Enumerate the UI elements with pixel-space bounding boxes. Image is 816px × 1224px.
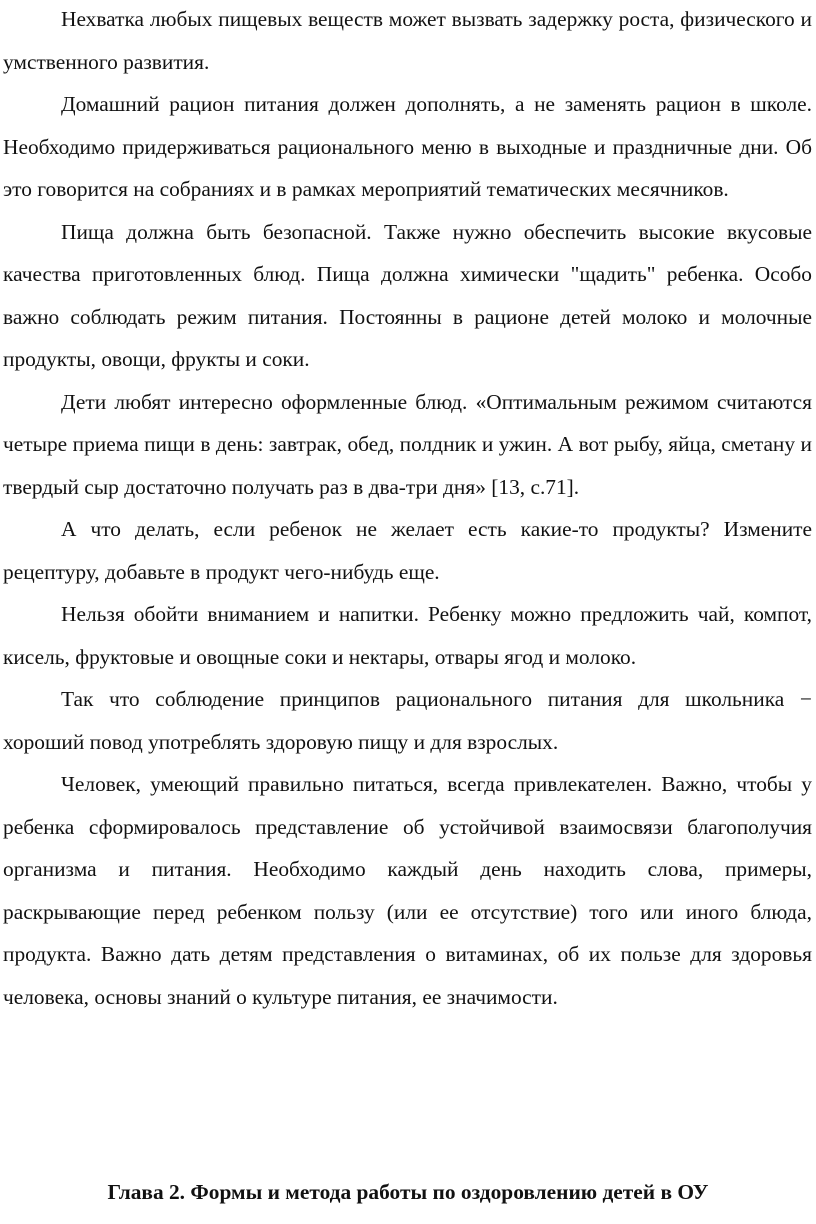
paragraph-principles: Так что соблюдение принципов рационального питания для школьника − хороший повод употреблять здоровую пищу и для взрослых. (3, 687, 812, 754)
paragraph-food-safety: Пища должна быть безопасной. Также нужно обеспечить высокие вкусовые качества приготовленных блюд. Пища должна химически "щадить" ребенка. Особо важно соблюдать режим питания. Постоянны в рационе детей молоко и молочные продукты, овощи, фрукты и соки. (3, 219, 812, 371)
paragraph-refused-foods: А что делать, если ребенок не желает есть какие-то продукты? Измените рецептуру, добавьте в продукт чего-нибудь еще. (3, 517, 812, 584)
paragraph-drinks: Нельзя обойти вниманием и напитки. Ребенку можно предложить чай, компот, кисель, фруктовые и овощные соки и нектары, отвары ягод и молоко. (3, 602, 812, 669)
paragraph-healthy-eating: Человек, умеющий правильно питаться, всегда привлекателен. Важно, чтобы у ребенка сформировалось представление об устойчивой взаимосвязи благополучия организма и питания. Необходимо каждый день находить слова, примеры, раскрывающие перед ребенком пользу (или ее отсутствие) того или иного блюда, продукта. Важно дать детям представления о витаминах, об их пользе для здоровья человека, основы знаний о культуре питания, ее значимости. (3, 772, 812, 1009)
paragraph-meal-regime: Дети любят интересно оформленные блюд. «Оптимальным режимом считаются четыре приема пищи в день: завтрак, обед, полдник и ужин. А вот рыбу, яйца, сметану и твердый сыр достаточно получать раз в два-три дня» [13, с.71]. (3, 389, 812, 499)
paragraph-nutrient-deficiency: Нехватка любых пищевых веществ может вызвать задержку роста, физического и умственного развития. (3, 7, 812, 74)
chapter-heading: Глава 2. Формы и метода работы по оздоровлению детей в ОУ (107, 1180, 709, 1204)
paragraph-home-diet: Домашний рацион питания должен дополнять, а не заменять рацион в школе. Необходимо придерживаться рационального меню в выходные и праздничные дни. Об это говорится на собраниях и в рамках мероприятий тематических месячников. (3, 92, 812, 201)
